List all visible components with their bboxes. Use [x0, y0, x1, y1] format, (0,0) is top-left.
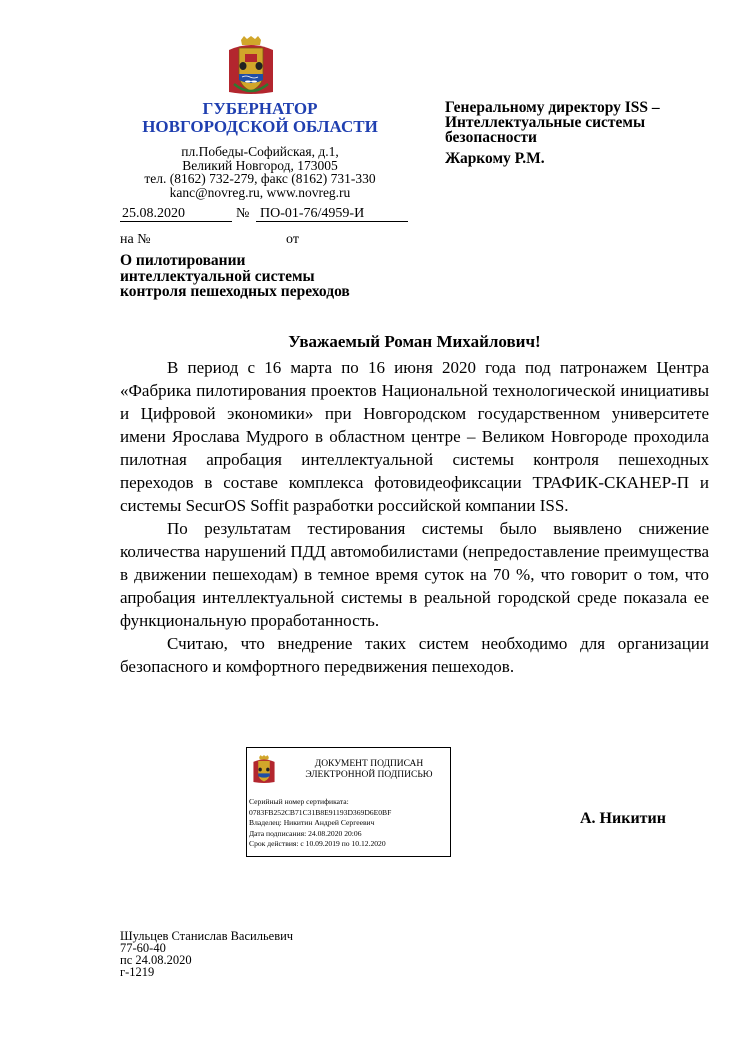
sender-phone: тел. (8162) 732-279, факс (8162) 731-330: [144, 171, 376, 186]
stamp-validity: Срок действия: с 10.09.2019 по 10.12.2020: [249, 839, 386, 848]
number-label: №: [236, 206, 250, 221]
executor-phone: 77-60-40: [120, 941, 166, 955]
sender-contacts: kanc@novreg.ru, www.novreg.ru: [169, 184, 351, 200]
executor-ps: пс 24.08.2020: [120, 953, 192, 967]
subject-line1: О пилотировании: [120, 252, 246, 269]
sender-title: [120, 100, 400, 136]
addressee-name: Жаркому Р.М.: [445, 150, 545, 167]
sender-address-line2: Великий Новгород, 173005: [182, 157, 338, 173]
addressee: [445, 100, 715, 166]
coat-of-arms-icon: [226, 36, 276, 98]
document-date: 25.08.2020: [120, 206, 232, 222]
stamp-serial: 0783FB252CB71C31B8E91193D369D6E0BF: [249, 807, 392, 817]
sender-title-line2: НОВГОРОДСКОЙ ОБЛАСТИ: [142, 117, 378, 136]
stamp-owner: Владелец: Никитин Андрей Сергеевич: [249, 818, 375, 827]
executor-name: Шульцев Станислав Васильевич: [120, 929, 294, 943]
stamp-heading: [294, 759, 444, 781]
reply-from-label: от: [286, 232, 299, 247]
sender-address: [120, 145, 400, 199]
executor-info: [120, 930, 293, 978]
reply-number-label: на №: [120, 232, 151, 247]
stamp-signed-date: Дата подписания: 24.08.2020 20:06: [249, 828, 362, 838]
subject: [120, 253, 420, 300]
paragraph: По результатам тестирования системы было выявлено снижение количества нарушений ПДД автомобилистами (непредоставление преимущества в движении пешеходам) в темное время суток на 70 %, что говорит о том, что апробация интеллектуальной системы в реальной городской среде показала ее функциональную проработанность.: [120, 519, 709, 630]
stamp-coat-of-arms-icon: [252, 754, 276, 786]
stamp-details: [249, 797, 449, 850]
document-number: ПО-01-76/4959-И: [256, 206, 408, 222]
stamp-heading-line2: ЭЛЕКТРОННОЙ ПОДПИСЬЮ: [305, 770, 433, 780]
sender-title-line1: ГУБЕРНАТОР: [202, 99, 318, 118]
salutation: Уважаемый Роман Михайлович!: [288, 332, 541, 351]
addressee-line1: Генеральному директору ISS –: [445, 99, 660, 116]
addressee-line3: безопасности: [445, 129, 537, 146]
stamp-serial-label: Серийный номер сертификата:: [249, 797, 349, 806]
executor-code: г-1219: [120, 965, 155, 979]
letter-body: [120, 356, 709, 678]
subject-line2: интеллектуальной системы: [120, 267, 315, 285]
subject-line3: контроля пешеходных переходов: [120, 283, 350, 300]
signer-name: А. Никитин: [580, 810, 666, 827]
paragraph: Считаю, что внедрение таких систем необходимо для организации безопасного и комфортного передвижения пешеходов.: [120, 634, 709, 676]
stamp-heading-line1: ДОКУМЕНТ ПОДПИСАН: [314, 759, 424, 769]
sender-address-line1: пл.Победы-Софийская, д.1,: [181, 144, 339, 159]
paragraph: В период с 16 марта по 16 июня 2020 года под патронажем Центра «Фабрика пилотирования проектов Национальной технологической инициативы и Цифровой экономики» при Новгородском государственном университете имени Ярослава Мудрого в областном центре – Великом Новгороде проходила пилотная апробация интеллектуальной системы контроля пешеходных переходов в составе комплекса фотовидеофиксации ТРАФИК-СКАНЕР-П и системы SecurOS Soffit разработки российской компании ISS.: [120, 358, 709, 515]
addressee-line2: Интеллектуальные системы: [445, 114, 646, 131]
